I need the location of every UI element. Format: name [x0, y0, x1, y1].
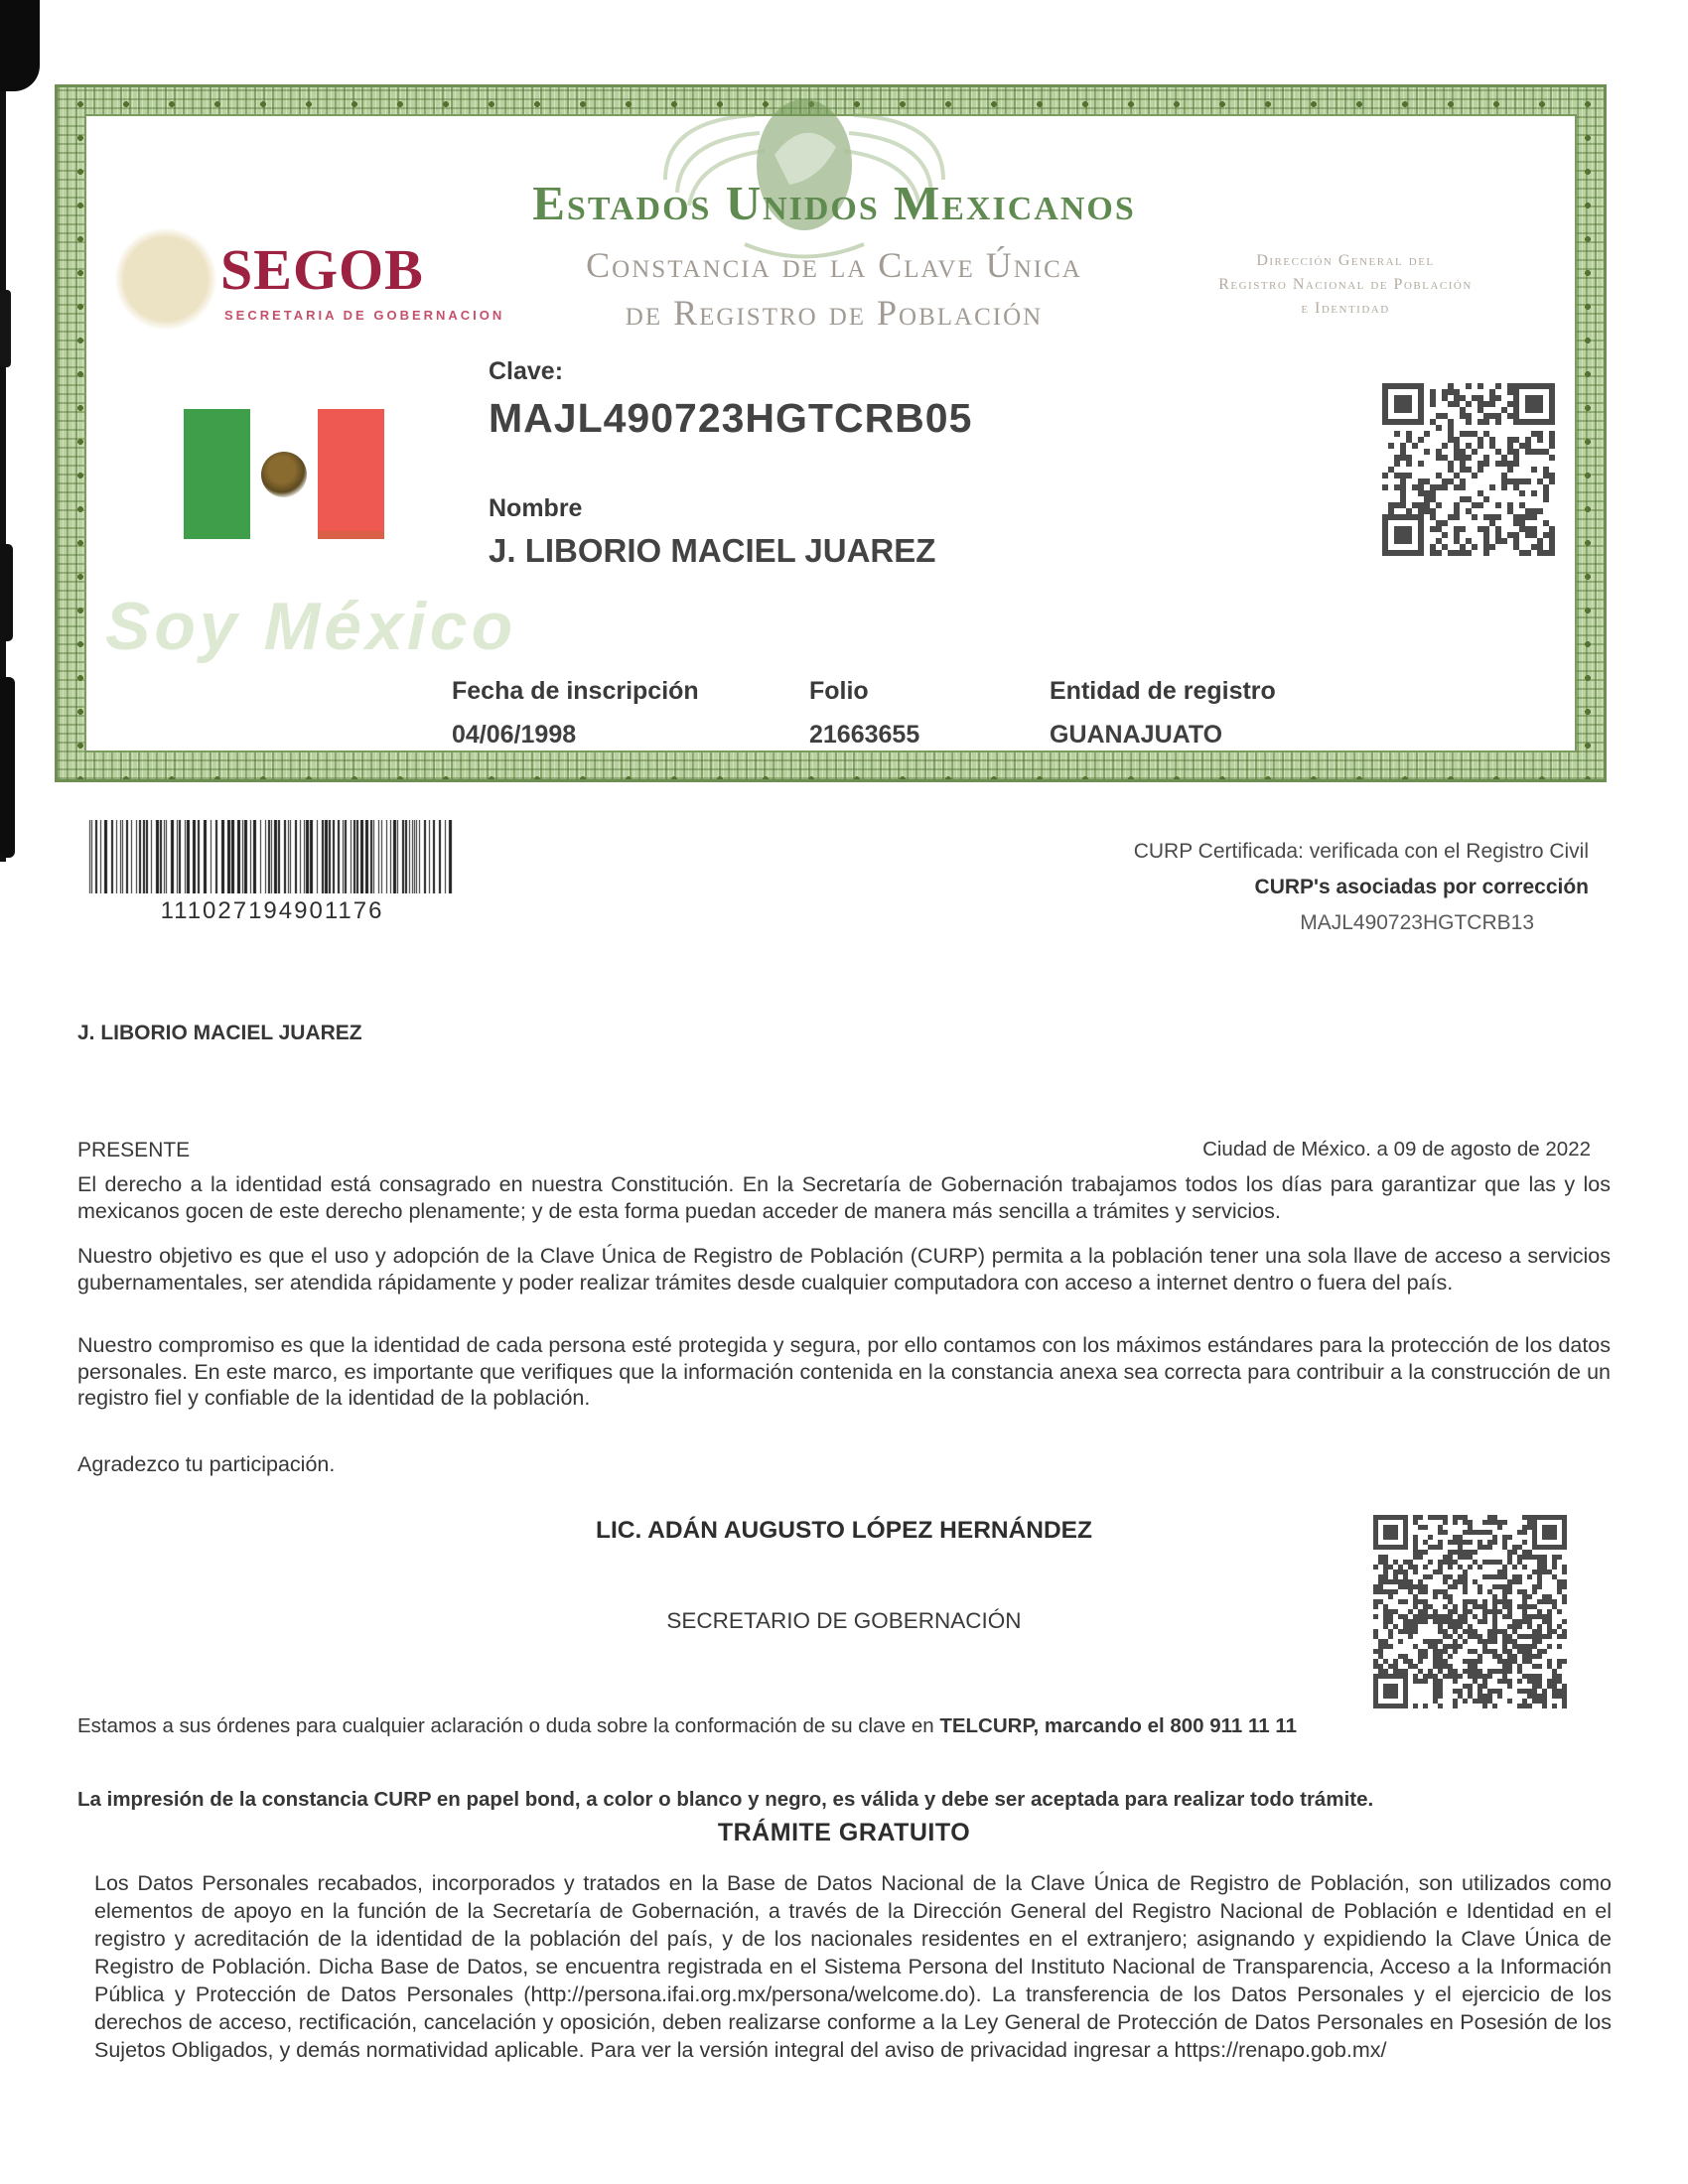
entidad-value: GUANAJUATO — [1050, 721, 1223, 749]
letter-paragraph-3: Nuestro compromiso es que la identidad de cada persona esté protegida y segura, por ello contamos con los máximos estándares para la protección de los datos personales. En este marco, es importante que verifiques que la información contenida en la constancia anexa sea correcta para contribuir a la construcción de un registro fiel y confiable de la identidad de la población. — [77, 1333, 1611, 1411]
folio-label: Folio — [809, 677, 869, 705]
soy-mexico-watermark: Soy México — [105, 589, 517, 664]
folio-value: 21663655 — [809, 721, 920, 749]
segob-logo: SEGOB — [220, 237, 424, 302]
direction-general-line-2: Registro Nacional de Población — [1218, 276, 1473, 293]
qr-code-signature — [1373, 1515, 1567, 1708]
nombre-label: Nombre — [489, 494, 583, 522]
scan-artifact — [0, 677, 15, 858]
letter-paragraph-2: Nuestro objetivo es que el uso y adopción de la Clave Única de Registro de Población (CURP) permita a la población tener una sola llave de acceso a servicios gubernamentales, ser atendida rápidamente y poder realizar trámites desde cualquier computadora con acceso a internet dentro o fuera del país. — [77, 1244, 1611, 1295]
scan-artifact — [0, 0, 40, 91]
qr-code-top — [1382, 383, 1555, 556]
barcode-number: 111027194901176 — [160, 897, 384, 924]
letter-date: Ciudad de México. a 09 de agosto de 2022 — [1202, 1138, 1591, 1160]
contact-line-bold: TELCURP, marcando el 800 911 11 11 — [939, 1714, 1298, 1737]
letter-paragraph-1: El derecho a la identidad está consagrado en nuestra Constitución. En la Secretaría de Gobernación trabajamos todos los días para garantizar que las y los mexicanos gocen de este derecho plenamente; y de esta forma puedan acceder de manera más sencilla a trámites y servicios. — [77, 1172, 1611, 1223]
contact-line-normal: Estamos a sus órdenes para cualquier aclaración o duda sobre la conformación de su clave en — [77, 1714, 940, 1737]
direction-general-line-3: e Identidad — [1301, 300, 1390, 317]
clave-value: MAJL490723HGTCRB05 — [489, 395, 973, 441]
tramite-gratuito-label: TRÁMITE GRATUITO — [717, 1819, 971, 1846]
certificate-subtitle-1: Constancia de la Clave Única — [586, 245, 1082, 285]
barcode-icon — [87, 820, 457, 893]
contact-line — [77, 1713, 1611, 1738]
entidad-label: Entidad de registro — [1050, 677, 1276, 705]
segob-logo-subtitle: SECRETARIA DE GOBERNACION — [224, 308, 505, 323]
letter-thanks: Agradezco tu participación. — [77, 1452, 336, 1476]
flag-eagle-icon — [261, 452, 307, 497]
signer-name: LIC. ADÁN AUGUSTO LÓPEZ HERNÁNDEZ — [596, 1517, 1092, 1544]
scan-artifact — [0, 544, 13, 641]
curp-certified-line: CURP Certificada: verificada con el Registro Civil — [1133, 840, 1589, 863]
segob-seal-icon — [115, 228, 216, 330]
fecha-value: 04/06/1998 — [452, 721, 577, 749]
nombre-value: J. LIBORIO MACIEL JUAREZ — [489, 532, 936, 569]
letter-recipient: J. LIBORIO MACIEL JUAREZ — [77, 1022, 362, 1044]
letter-presente: PRESENTE — [77, 1139, 191, 1161]
curp-associated-value: MAJL490723HGTCRB13 — [1300, 911, 1534, 934]
fecha-label: Fecha de inscripción — [452, 677, 699, 705]
privacy-notice: Los Datos Personales recabados, incorporados y tratados en la Base de Datos Nacional de la Clave Única de Registro de Población, son utilizados como elementos de apoyo en la función de la Secretaría de Gobernación, a través de la Dirección General del Registro Nacional de Población e Identidad en el registro y acreditación de la identidad de la población del país, y de los nacionales residentes en el extranjero; asignando y expidiendo la Clave Única de Registro de Población. Dicha Base de Datos, se encuentra registrada en el Sistema Persona del Instituto Nacional de Transparencia, Acceso a la Información Pública y Protección de Datos Personales (http://persona.ifai.org.mx/persona/welcome.do). La transferencia de los Datos Personales y el ejercicio de los derechos de acceso, rectificación, cancelación y oposición, deben realizarse conforme a la Ley General de Protección de Datos Personales en Posesión de los Sujetos Obligados, y demás normatividad aplicable. Para ver la versión integral del aviso de privacidad ingresar a https://renapo.gob.mx/ — [94, 1871, 1612, 2062]
direction-general-line-1: Dirección General del — [1256, 252, 1435, 269]
mexican-flag-icon — [184, 409, 384, 539]
signer-title: SECRETARIO DE GOBERNACIÓN — [666, 1608, 1022, 1633]
scan-artifact — [0, 290, 11, 367]
certificate-subtitle-2: de Registro de Población — [625, 293, 1044, 333]
certificate-title: Estados Unidos Mexicanos — [532, 176, 1136, 230]
clave-label: Clave: — [489, 357, 564, 385]
curp-associated-label: CURP's asociadas por corrección — [1254, 876, 1589, 898]
print-validity-note: La impresión de la constancia CURP en papel bond, a color o blanco y negro, es válida y debe ser aceptada para realizar todo trámite. — [77, 1788, 1374, 1811]
